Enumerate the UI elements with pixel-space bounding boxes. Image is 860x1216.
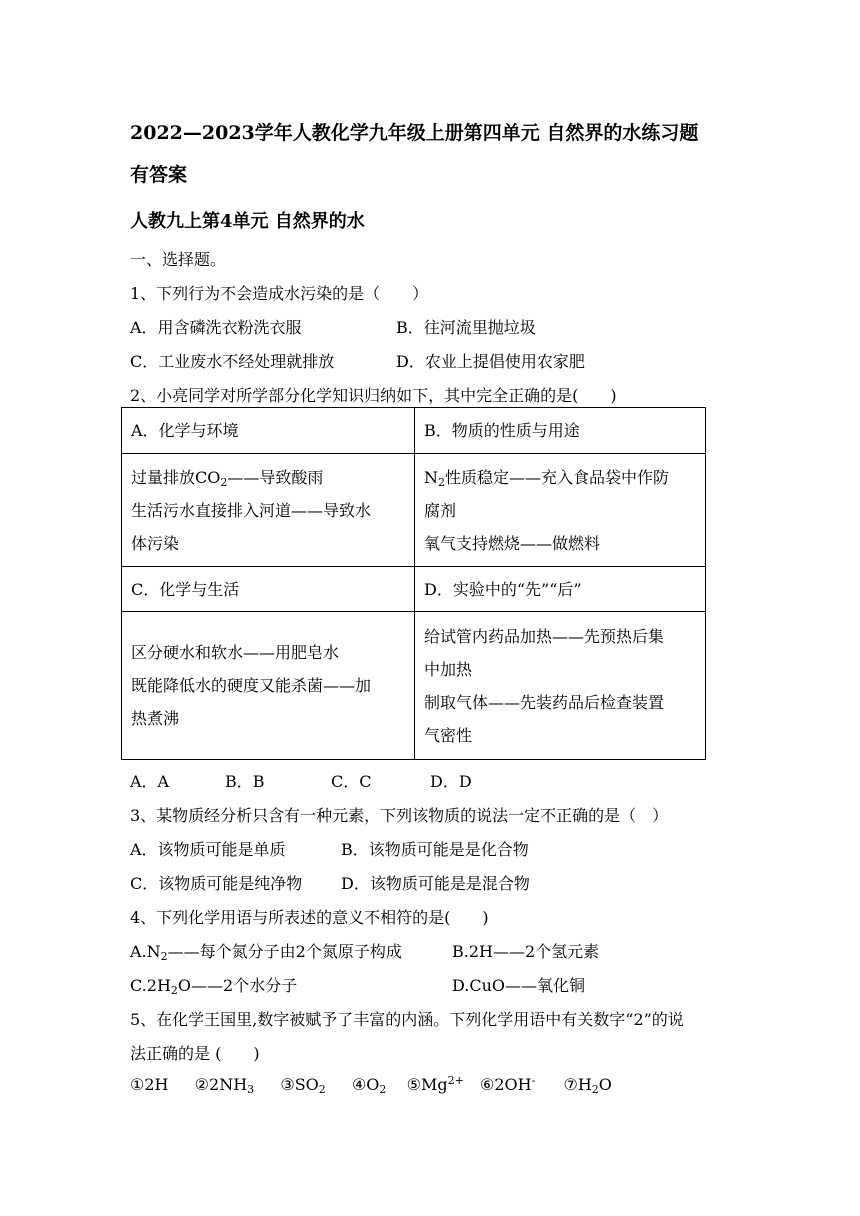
- q2-option-b: B．B: [225, 772, 265, 791]
- q5-item-1: ①2H: [130, 1075, 169, 1094]
- q5-item-6: ⑥2OH-: [479, 1074, 536, 1094]
- q5-stem-line2: 法正确的是 ( ): [130, 1044, 260, 1063]
- q5-items: [130, 1075, 612, 1094]
- q4-stem: 4、下列化学用语与所表述的意义不相符的是( ): [130, 908, 489, 927]
- doc-title-line2: 有答案: [130, 164, 188, 186]
- q5-item-3: $③SO_2$: [280, 1075, 326, 1096]
- q5-item-2: $②2NH_3$: [194, 1075, 255, 1096]
- q4-option-a: $A.N_2——$每个氮分子由2个氮原子构成: [130, 942, 402, 963]
- q2-cell-b-body: $N_2$性质稳定——充入食品袋中作防 腐剂 氧气支持燃烧——做燃料: [415, 454, 706, 567]
- q2-stem: 2、小亮同学对所学部分化学知识归纳如下，其中完全正确的是( ): [130, 386, 617, 405]
- q1-option-b: B．往河流里抛垃圾: [396, 318, 536, 337]
- q2-cell-d-body: 给试管内药品加热——先预热后集 中加热 制取气体——先装药品后检查装置 气密性: [415, 612, 706, 760]
- q2-option-d: D．D: [430, 772, 472, 791]
- q2-option-c: C．C: [331, 772, 372, 791]
- q2-cell-b-head: B．物质的性质与用途: [415, 408, 706, 454]
- q2-cell-a-head: A．化学与环境: [122, 408, 415, 454]
- doc-subtitle: 人教九上第4单元 自然界的水: [130, 211, 365, 232]
- q2-table: [121, 407, 706, 760]
- q4-option-c: $C.2H_2O——2$个水分子: [130, 976, 298, 997]
- q2-cell-c-head: C．化学与生活: [122, 567, 415, 612]
- q5-item-7: $⑦H_2O$: [563, 1075, 612, 1096]
- q1-option-d: D．农业上提倡使用农家肥: [396, 352, 585, 371]
- q3-option-b: B．该物质可能是是化合物: [341, 840, 529, 859]
- q5-stem-line1: 5、在化学王国里,数字被赋予了丰富的内涵。下列化学用语中有关数字“2”的说: [130, 1010, 684, 1029]
- q3-stem: 3、某物质经分析只含有一种元素，下列该物质的说法一定不正确的是（ ）: [130, 806, 669, 825]
- q2-option-a: A．A: [130, 772, 170, 791]
- section-heading: 一、选择题。: [130, 250, 227, 269]
- q3-option-a: A．该物质可能是单质: [130, 840, 286, 859]
- q2-cell-a-body: 过量排放$CO_2——$导致酸雨 生活污水直接排入河道——导致水 体污染: [122, 454, 415, 567]
- q1-option-c: C．工业废水不经处理就排放: [130, 352, 335, 371]
- q4-option-b: B.2H——2个氢元素: [452, 942, 600, 961]
- q2-cell-c-body: 区分硬水和软水——用肥皂水 既能降低水的硬度又能杀菌——加 热煮沸: [122, 612, 415, 760]
- q4-option-d: D.CuO——氧化铜: [452, 976, 586, 995]
- q5-item-5: $⑤Mg^{2+}$: [406, 1074, 464, 1094]
- q1-option-a: A．用含磷洗衣粉洗衣服: [130, 318, 302, 337]
- q3-option-c: C．该物质可能是纯净物: [130, 874, 303, 893]
- doc-title-line1: 2022—2023学年人教化学九年级上册第四单元 自然界的水练习题: [130, 122, 699, 144]
- q2-cell-d-head: D．实验中的“先”“后”: [415, 567, 706, 612]
- q3-option-d: D．该物质可能是是混合物: [341, 874, 530, 893]
- q5-item-4: $④O_2$: [351, 1075, 387, 1096]
- q1-stem: 1、下列行为不会造成水污染的是（ ）: [130, 284, 429, 303]
